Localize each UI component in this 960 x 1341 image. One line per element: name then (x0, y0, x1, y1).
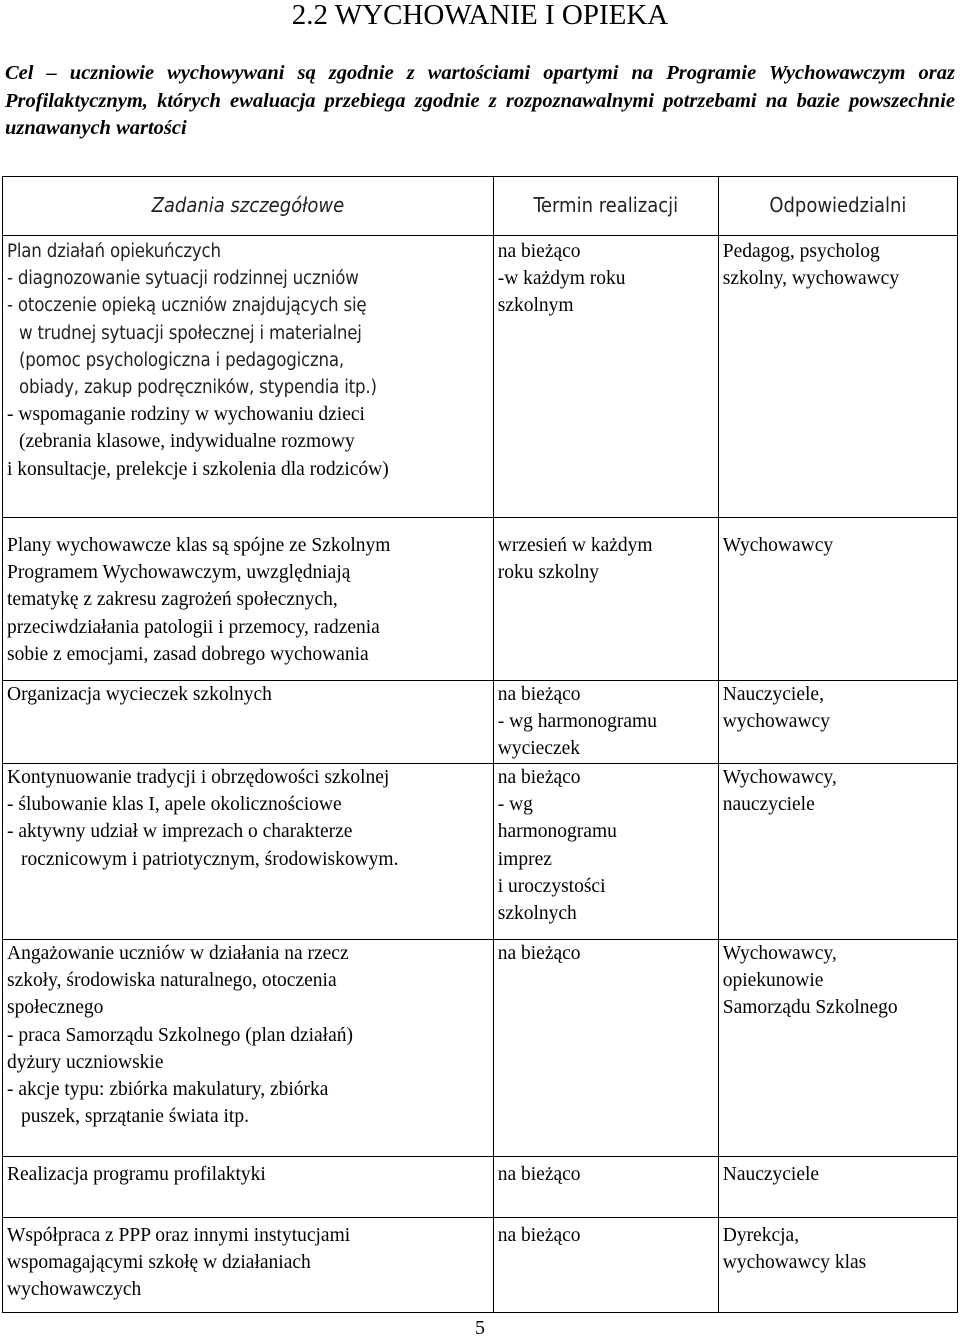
task-line: Współpraca z PPP oraz innymi instytucjami (7, 1225, 351, 1246)
task-line: - praca Samorządu Szkolnego (plan działań) (7, 1024, 353, 1046)
task-line: tematykę z zakresu zagrożeń społecznych, (7, 589, 338, 611)
header-tasks: Zadania szczegółowe (3, 177, 494, 236)
term-line: wycieczek (497, 738, 581, 760)
table-row (3, 1218, 958, 1313)
term-cell (493, 1218, 718, 1313)
task-line: obiady, zakup podręczników, stypendia itp.) (19, 377, 377, 399)
task-line: Plan działań opiekuńczych (7, 241, 221, 262)
task-line: (pomoc psychologiczna i pedagogiczna, (19, 349, 344, 371)
task-line: - otoczenie opieką uczniów znajdujących się (7, 295, 367, 317)
task-cell (3, 518, 494, 681)
task-line: - ślubowanie klas I, apele okolicznościowe (7, 794, 342, 816)
term-line: imprez (497, 848, 552, 870)
task-line: puszek, sprzątanie świata itp. (21, 1106, 249, 1128)
table-row (3, 236, 958, 518)
responsible-cell (718, 764, 957, 940)
term-line: szkolnych (497, 903, 577, 925)
responsible-cell (718, 236, 957, 518)
term-line: wrzesień w każdym (497, 535, 653, 556)
term-cell (493, 764, 718, 940)
term-cell (493, 518, 718, 681)
section-heading: 2.2 WYCHOWANIE I OPIEKA (291, 0, 669, 31)
table-row (3, 518, 958, 681)
responsible-line: Pedagog, psycholog (722, 241, 880, 262)
header-term: Termin realizacji (493, 177, 718, 236)
term-line: harmonogramu (497, 821, 617, 843)
responsible-line: nauczyciele (722, 794, 815, 816)
table-row (3, 681, 958, 764)
task-line: - aktywny udział w imprezach o charakterze (7, 821, 353, 843)
task-line: - akcje typu: zbiórka makulatury, zbiórka (7, 1079, 329, 1101)
task-line: - diagnozowanie sytuacji rodzinnej uczniów (7, 268, 359, 290)
task-line: - wspomaganie rodziny w wychowaniu dzieci (7, 404, 365, 426)
task-line: społecznego (7, 997, 104, 1019)
responsible-cell (718, 1157, 957, 1218)
task-line: sobie z emocjami, zasad dobrego wychowania (7, 643, 369, 665)
task-line: Programem Wychowawczym, uwzględniają (7, 562, 351, 584)
term-cell (493, 940, 718, 1157)
responsible-cell (718, 681, 957, 764)
table-header-row (3, 177, 958, 236)
task-line: Angażowanie uczniów w działania na rzecz (7, 943, 349, 964)
term-line: - wg (497, 794, 533, 816)
responsible-line: Wychowawcy, (722, 767, 837, 788)
task-line: dyżury uczniowskie (7, 1051, 164, 1073)
term-line: na bieżąco (497, 1164, 581, 1185)
term-line: na bieżąco (497, 943, 581, 964)
task-line: w trudnej sytuacji społecznej i materialnej (19, 322, 362, 344)
responsible-line: Nauczyciele, (722, 684, 824, 705)
responsible-line: wychowawcy (722, 711, 830, 733)
term-cell (493, 236, 718, 518)
responsible-line: Wychowawcy (722, 535, 834, 556)
task-line: wspomagającymi szkołę w działaniach (7, 1252, 311, 1274)
term-cell (493, 1157, 718, 1218)
term-line: szkolnym (497, 295, 574, 317)
care-plan-table (2, 176, 958, 1313)
task-cell (3, 764, 494, 940)
task-line: szkoły, środowiska naturalnego, otoczenia (7, 970, 337, 992)
responsible-line: opiekunowie (722, 970, 824, 992)
term-line: na bieżąco (497, 684, 581, 705)
task-line: rocznicowym i patriotycznym, środowiskowym. (21, 848, 399, 870)
task-line: wychowawczych (7, 1279, 142, 1301)
term-line: -w każdym roku (497, 268, 626, 290)
task-cell (3, 236, 494, 518)
responsible-line: Samorządu Szkolnego (722, 997, 898, 1019)
responsible-cell (718, 518, 957, 681)
term-line: - wg harmonogramu (497, 711, 657, 733)
task-cell (3, 681, 494, 764)
term-line: i uroczystości (497, 875, 606, 897)
goal-paragraph: Cel – uczniowie wychowywani są zgodnie z wartościami opartymi na Programie Wychowawczym oraz Profilaktycznym, których ewaluacja przebiega zgodnie z rozpoznawalnymi potrzebami na bazie powszechnie uznawanych wartości (5, 62, 955, 139)
table-row (3, 940, 958, 1157)
task-cell (3, 1218, 494, 1313)
task-cell (3, 1157, 494, 1218)
task-line: przeciwdziałania patologii i przemocy, radzenia (7, 616, 380, 638)
term-line: roku szkolny (497, 562, 600, 584)
term-cell (493, 681, 718, 764)
task-line: (zebrania klasowe, indywidualne rozmowy (19, 431, 355, 453)
responsible-cell (718, 940, 957, 1157)
task-line: Kontynuowanie tradycji i obrzędowości szkolnej (7, 767, 390, 788)
term-line: na bieżąco (497, 767, 581, 788)
task-line: Plany wychowawcze klas są spójne ze Szkolnym (7, 535, 391, 556)
responsible-line: Wychowawcy, (722, 943, 837, 964)
page-number: 5 (475, 1317, 485, 1339)
responsible-line: wychowawcy klas (722, 1252, 867, 1274)
responsible-cell (718, 1218, 957, 1313)
task-line: Organizacja wycieczek szkolnych (7, 684, 272, 705)
term-line: na bieżąco (497, 241, 581, 262)
responsible-line: Dyrekcja, (722, 1225, 800, 1246)
table-row (3, 1157, 958, 1218)
responsible-line: Nauczyciele (722, 1164, 820, 1185)
table-row (3, 764, 958, 940)
task-cell (3, 940, 494, 1157)
header-responsible: Odpowiedzialni (718, 177, 957, 236)
responsible-line: szkolny, wychowawcy (722, 268, 900, 290)
task-line: Realizacja programu profilaktyki (7, 1164, 266, 1185)
task-line: i konsultacje, prelekcje i szkolenia dla rodziców) (7, 458, 389, 480)
term-line: na bieżąco (497, 1225, 581, 1246)
